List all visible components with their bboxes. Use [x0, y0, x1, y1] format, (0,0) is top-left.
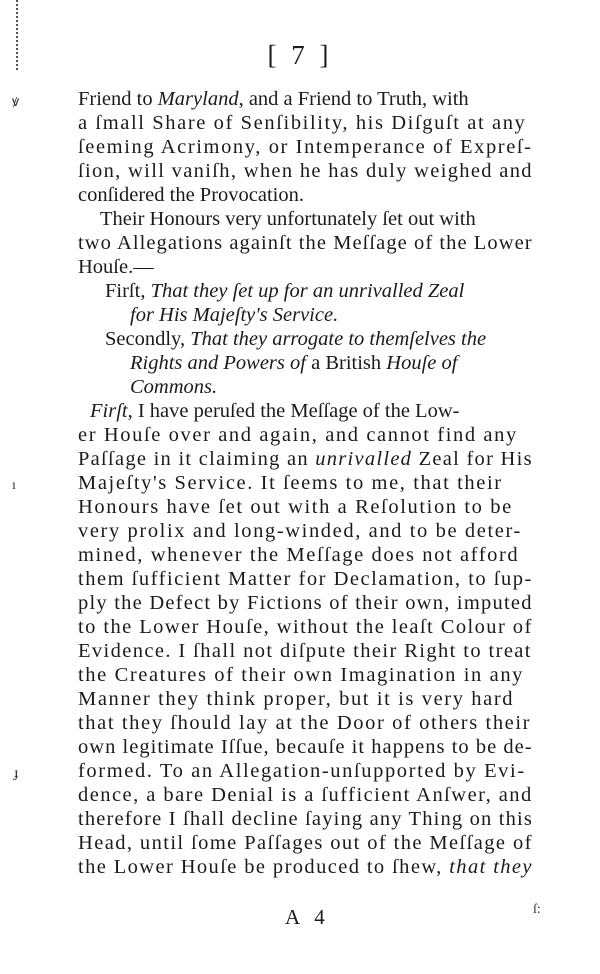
- text-span: ſion, will vaniſh, when he has duly weighed and: [78, 160, 533, 182]
- italic-text: for His Majeſty's Service.: [130, 304, 339, 326]
- text-span: Friend to: [78, 88, 158, 110]
- italic-text: Commons.: [130, 376, 218, 398]
- text-span: the Lower Houſe be produced to ſhew,: [78, 856, 450, 878]
- text-line: [78, 422, 518, 448]
- text-line: [78, 590, 533, 616]
- margin-mark: ſ:: [533, 902, 541, 917]
- text-span: ply the Defect by Fictions of their own, imputed: [78, 592, 533, 614]
- text-span: Their Honours very unfortunately ſet out with: [100, 208, 476, 230]
- italic-text: That they ſet up for an unrivalled Zeal: [150, 280, 465, 302]
- margin-mark: ɟ: [14, 766, 19, 781]
- text-line: [78, 446, 533, 472]
- text-line: [78, 566, 533, 592]
- italic-text: Maryland: [157, 88, 239, 110]
- text-span: them ſufficient Matter for Declamation, to ſup-: [78, 568, 533, 590]
- text-line: [78, 710, 531, 736]
- text-span: Evidence. I ſhall not diſpute their Right to treat: [78, 640, 532, 662]
- text-line: [78, 758, 526, 784]
- text-line: [78, 542, 519, 568]
- text-line: [105, 326, 486, 352]
- text-span: Majeſty's Service. It ſeems to me, that their: [78, 472, 503, 494]
- text-span: mined, whenever the Meſſage does not afford: [78, 544, 520, 566]
- text-line: [78, 686, 514, 712]
- text-span: Firſt,: [105, 280, 151, 302]
- margin-mark: ı: [12, 478, 16, 493]
- signature-mark: A 4: [285, 905, 330, 929]
- text-line: [78, 614, 533, 640]
- text-span: own legitimate Iſſue, becauſe it happens to be de-: [78, 736, 533, 758]
- text-span: a ſmall Share of Senſibility, his Diſguſt at any: [78, 112, 527, 134]
- text-line: [78, 134, 533, 160]
- text-line: [105, 278, 464, 304]
- text-line: [78, 854, 533, 880]
- text-line: [78, 830, 533, 856]
- text-span: a: [311, 352, 321, 374]
- text-line: [78, 254, 154, 280]
- margin-mark: ꝟ: [12, 95, 20, 110]
- text-span: Secondly,: [105, 328, 191, 350]
- text-line: [78, 86, 469, 112]
- text-line: [130, 302, 338, 328]
- italic-text: unrivalled: [315, 448, 413, 470]
- page-number-header: [ 7 ]: [267, 40, 333, 70]
- text-span: conſidered the Provocation.: [78, 184, 305, 206]
- italic-text: that they: [449, 856, 533, 878]
- text-line: [90, 398, 459, 424]
- text-span: Zeal for His: [412, 448, 533, 470]
- text-span: ſeeming Acrimony, or Intemperance of Expreſ-: [78, 136, 533, 158]
- text-span: Paſſage in it claiming an: [78, 448, 316, 470]
- italic-text: Firſt: [90, 400, 128, 422]
- text-line: [78, 494, 513, 520]
- text-span: Honours have ſet out with a Reſolution to be: [78, 496, 513, 518]
- text-line: [78, 638, 532, 664]
- text-span: , and a Friend to Truth, with: [238, 88, 469, 110]
- text-line: [78, 158, 533, 184]
- text-line: [130, 374, 217, 400]
- italic-text: That they arrogate to themſelves the: [190, 328, 487, 350]
- text-span: Houſe.—: [78, 256, 154, 278]
- text-span: Head, until ſome Paſſages out of the Meſſage of: [78, 832, 533, 854]
- text-line: [78, 662, 524, 688]
- text-span: to the Lower Houſe, without the leaſt Colour of: [78, 616, 533, 638]
- text-span: dence, a bare Denial is a ſufficient Anſwer, and: [78, 784, 533, 806]
- text-line: [78, 782, 533, 808]
- text-span: Manner they think proper, but it is very hard: [78, 688, 515, 710]
- text-line: [78, 230, 533, 256]
- text-line: [130, 350, 457, 376]
- text-span: two Allegations againſt the Meſſage of the Lower: [78, 232, 533, 254]
- text-span: very prolix and long-winded, and to be deter-: [78, 520, 522, 542]
- text-line: [100, 206, 476, 232]
- text-line: [78, 470, 503, 496]
- text-line: [78, 110, 526, 136]
- text-span: formed. To an Allegation-unſupported by Evi-: [78, 760, 526, 782]
- text-line: [78, 182, 304, 208]
- text-line: [78, 806, 533, 832]
- text-span: British: [325, 352, 382, 374]
- text-span: er Houſe over and again, and cannot find any: [78, 424, 518, 446]
- text-line: [78, 518, 522, 544]
- text-line: [78, 734, 533, 760]
- text-span: therefore I ſhall decline ſaying any Thing on this: [78, 808, 533, 830]
- italic-text: Rights and Powers of: [130, 352, 312, 374]
- text-span: the Creatures of their own Imagination in any: [78, 664, 525, 686]
- italic-text: Houſe of: [381, 352, 458, 374]
- text-span: that they ſhould lay at the Door of others their: [78, 712, 532, 734]
- text-span: , I have peruſed the Meſſage of the Low-: [127, 400, 460, 422]
